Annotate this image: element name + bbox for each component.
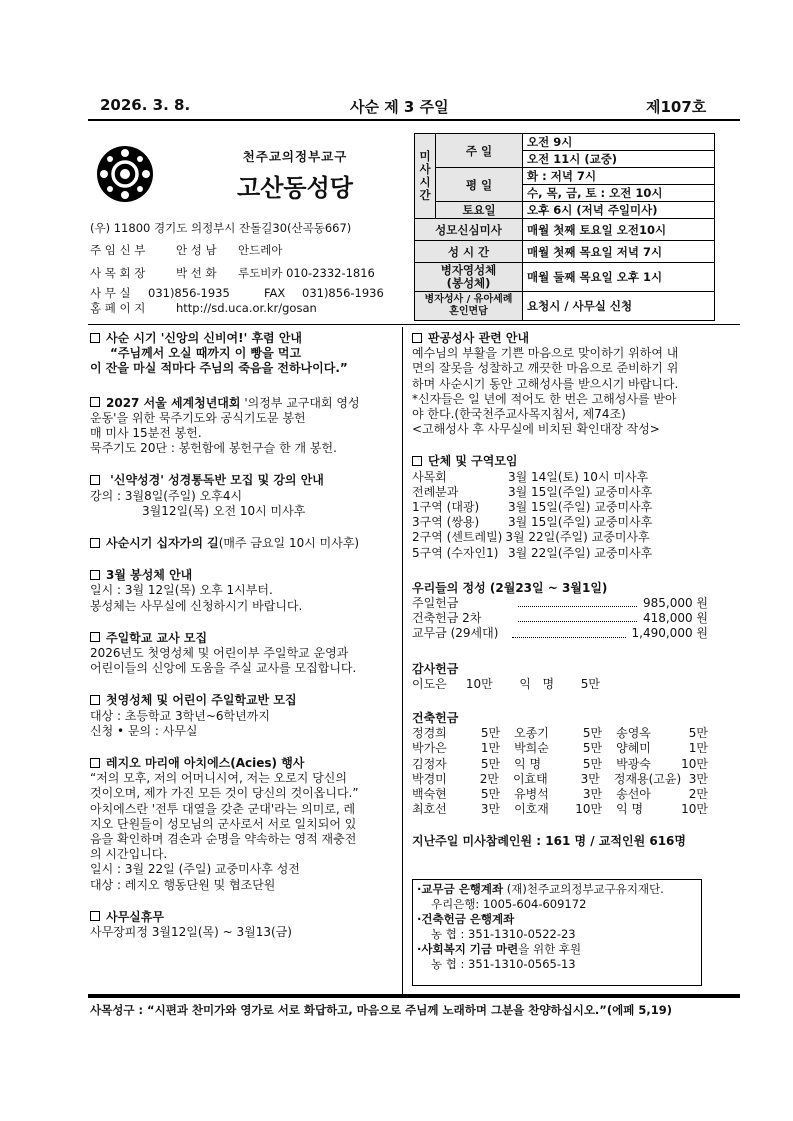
table-row bbox=[412, 726, 708, 741]
checkbox-icon bbox=[90, 538, 100, 548]
table-cell: 유병석 bbox=[514, 787, 549, 802]
table-cell: 10만 bbox=[575, 802, 603, 817]
table-cell: 이호재 bbox=[514, 802, 549, 817]
office-line: 사 무 실 031)856-1935 FAX 031)856-1936 bbox=[90, 286, 384, 300]
checkbox-icon bbox=[90, 397, 100, 407]
table-cell: 박희순 bbox=[514, 741, 549, 756]
table-cell: 양혜미 bbox=[616, 741, 651, 756]
table-cell: 최호선 bbox=[412, 802, 447, 817]
list-item: 2구역 (센트레빌) 3월 22일(주일) 교중미사후 bbox=[412, 530, 650, 545]
table-cell: 김정자 bbox=[412, 756, 447, 771]
bank-account-3: 농 협 : 351-1310-0565-13 bbox=[431, 957, 576, 971]
checkbox-icon bbox=[90, 333, 100, 343]
issue-date: 2026. 3. 8. bbox=[100, 96, 191, 114]
table-cell: 2만 bbox=[479, 771, 499, 786]
group-meetings-list bbox=[412, 470, 708, 561]
council-line: 사 목 회 장 박 선 화 루도비카 010-2332-1816 bbox=[90, 266, 375, 280]
table-cell: 정경희 bbox=[412, 726, 447, 741]
checkbox-icon bbox=[90, 475, 100, 485]
sunday-mass-2: 오전 11시 (교중) bbox=[523, 151, 715, 168]
table-row bbox=[412, 787, 708, 802]
weekday-mass-1: 화 : 저녁 7시 bbox=[523, 168, 715, 185]
table-cell: 송영옥 bbox=[616, 726, 651, 741]
right-column: 판공성사 관련 안내 예수님의 부활을 기쁜 마음으로 맞이하기 위하여 내 면의 잘못을 성찰하고 깨끗한 마음으로 준비하기 위 하며 사순시기 동안 고해성사를 받으시기 바랍니다. *신자들은 일 년에 적어도 한 번은 고해성사를 받아 야 한다.(한국천주교사목지침서, 제74조) <고해성사 후 사무실에 비치된 확인대장 작성> 단체 및 구역모임 사목회 3월 14일(토) 10시 미사후 전례분과 3월 15일(주일) 교중미사후 1구역 (대광) 3월 15일(주일) 교중미사후 3구역 (쌍용) 3월 15일(주일) 교중미사후 2구역 (센트레빌) 3월 22일(주일) 교중미사후 5구역 (수자인1) 3월 22일(주일) 교중미사후 우리들의 정성 (2월23일 ~ 3월1일) 주일헌금 985,000 원 건축헌금 2차 418,000 원 교무금 (29세대) 1,490,000 원 감사헌금 이도은 10만 익 명 5만 건축헌금 정경희 5만 오종기 5만 송영옥 5만 박가은 1만 박희순 5만 양혜미 1만 김정자 5만 익 명 5만 박광숙 10만 박경미 2만 이효태 3만 정재용(고윤) 3만 백숙현 5만 유병석 3만 송선아 2만 최호선 3만 이호재 10만 익 명 10만 지난주일 미사참례인원 : 161 명 / 교적인원 616명 bbox=[412, 331, 709, 849]
table-cell: 오종기 bbox=[514, 726, 549, 741]
table-cell: 1만 bbox=[688, 741, 709, 756]
weekday-mass-2: 수, 목, 금, 토 : 오전 10시 bbox=[523, 185, 715, 202]
list-item: 건축헌금 2차 418,000 원 bbox=[412, 611, 708, 626]
footer-divider bbox=[88, 994, 740, 998]
table-cell: 박경미 bbox=[412, 771, 447, 786]
checkbox-icon bbox=[90, 632, 100, 642]
mass-time-label: 미 사 시 간 bbox=[415, 134, 436, 219]
table-row bbox=[412, 772, 708, 787]
address: (우) 11800 경기도 의정부시 잔돌길30(산곡동667) bbox=[90, 221, 352, 235]
column-divider bbox=[402, 327, 403, 994]
checkbox-icon bbox=[90, 758, 100, 768]
checkbox-icon bbox=[412, 333, 422, 343]
table-row bbox=[412, 741, 708, 756]
list-item: 3구역 (쌍용) 3월 15일(주일) 교중미사후 bbox=[412, 515, 653, 530]
table-cell: 10만 bbox=[681, 756, 709, 771]
table-cell: 5만 bbox=[480, 756, 501, 771]
list-item: 주일헌금 985,000 원 bbox=[412, 596, 708, 611]
table-cell: 3만 bbox=[480, 802, 501, 817]
diocese-name: 천주교의정부교구 bbox=[242, 149, 348, 164]
bank-account-2: 농 협 : 351-1310-0522-23 bbox=[431, 927, 576, 941]
liturgical-day: 사순 제 3 주일 bbox=[350, 98, 449, 116]
list-item: 교무금 (29세대) 1,490,000 원 bbox=[412, 626, 708, 641]
table-cell: 5만 bbox=[582, 756, 603, 771]
parish-name: 고산동성당 bbox=[237, 174, 353, 202]
table-cell: 3만 bbox=[580, 771, 600, 786]
table-cell: 10만 bbox=[681, 802, 709, 817]
table-cell: 박광숙 bbox=[616, 756, 651, 771]
checkbox-icon bbox=[90, 570, 100, 580]
holy-hour: 매월 첫째 목요일 저녁 7시 bbox=[523, 241, 715, 263]
pastor-line: 주 임 신 부 안 성 남 안드레아 bbox=[90, 243, 283, 257]
list-item: 사목회 3월 14일(토) 10시 미사후 bbox=[412, 469, 649, 484]
table-cell: 5만 bbox=[480, 787, 501, 802]
table-cell: 3만 bbox=[688, 771, 708, 786]
heart-mass: 매월 첫째 토요일 오전10시 bbox=[523, 219, 715, 241]
table-cell: 2만 bbox=[688, 787, 709, 802]
issue-number: 제107호 bbox=[646, 98, 707, 116]
saturday-mass: 오후 6시 (저녁 주일미사) bbox=[523, 202, 715, 219]
left-column: 사순 시기 '신앙의 신비여!' 후렴 안내 “주님께서 오실 때까지 이 빵을 먹고 이 잔을 마실 적마다 주님의 죽음을 전하나이다.” 2027 서울 세계청년대회 '의정부 교구대회 영성 운동'을 위한 묵주기도와 공식기도문 봉헌 매 미사 15분전 봉헌. 묵주기도 20단 : 봉헌함에 봉헌구슬 한 개 봉헌. '신약성경' 성경통독반 모집 및 강의 안내 강의 : 3월8일(주일) 오후4시 3월12일(목) 오전 10시 미사후 사순시기 십자가의 길(매주 금요일 10시 미사후) 3월 봉성체 안내 일시 : 3월 12일(목) 오후 1시부터. 봉성체는 사무실에 신청하시기 바랍니다. 주일학교 교사 모집 2026년도 첫영성체 및 어린이부 주일학교 운영과 어린이들의 신앙에 도움을 주실 교사를 모집합니다. 첫영성체 및 어린이 주일학교반 모집 대상 : 초등학교 3학년~6학년까지 신청 • 문의 : 사무실 레지오 마리애 아치에스(Acies) 행사 “저의 모후, 저의 어머니시여, 저는 오로지 당신의 것이오며, 제가 가진 모든 것이 당신의 것이옵니다.” 아치에스란 '전투 대열을 갖춘 군대'라는 의미로, 레 지오 단원들이 성모님의 군사로서 서로 일치되어 있 음을 확인하며 겸손과 순명을 약속하는 영적 재충전 의 시간입니다. 일시 : 3월 22일 (주일) 교중미사후 성전 대상 : 레지오 행동단원 및 협조단원 사무실휴무 사무장피정 3월12일(목) ~ 3월13(금) bbox=[90, 331, 360, 940]
table-cell: 정재용(고윤) bbox=[613, 771, 682, 786]
list-item: 5구역 (수자인1) 3월 22일(주일) 교중미사후 bbox=[412, 545, 653, 560]
table-cell: 5만 bbox=[688, 726, 709, 741]
table-cell: 송선아 bbox=[616, 787, 651, 802]
table-cell: 익 명 bbox=[616, 802, 644, 817]
offering-list bbox=[412, 596, 708, 642]
checkbox-icon bbox=[412, 456, 422, 466]
mass-schedule-table: 미 사 시 간 주 일 오전 9시 오전 11시 (교중) 평 일 화 : 저녁 7시 수, 목, 금, 토 : 오전 10시 토요일 오후 6시 (저녁 주일미사) 성모신심미사 매월 첫째 토요일 오전10시 성 시 간 매월 첫째 목요일 저녁 7시 병자영성체 (봉성체) 매월 둘째 목요일 오후 1시 병자성사 / 유아세례 혼인면담 요청시 / 사무실 신청 bbox=[414, 133, 715, 321]
table-cell: 1만 bbox=[480, 741, 501, 756]
header-divider bbox=[88, 119, 740, 121]
list-item: 1구역 (대광) 3월 15일(주일) 교중미사후 bbox=[412, 500, 653, 515]
cross-circle-logo-icon bbox=[96, 145, 154, 203]
list-item: 전례분과 3월 15일(주일) 교중미사후 bbox=[412, 484, 653, 499]
bank-accounts-box: ·교무금 은행계좌 (재)천주교의정부교구유지재단. 우리은행: 1005-604-609172 ·건축헌금 은행계좌 농 협 : 351-1310-0522-23 ·사회복지 기금 마련을 위한 후원 농 협 : 351-1310-0565-13 bbox=[412, 879, 702, 986]
bank-account-1: 우리은행: 1005-604-609172 bbox=[431, 897, 587, 911]
sick-communion: 매월 둘째 목요일 오후 1시 bbox=[523, 263, 715, 292]
attendance: 지난주일 미사참례인원 : 161 명 / 교적인원 616명 bbox=[412, 834, 686, 849]
homepage-link[interactable]: http://sd.uca.or.kr/gosan bbox=[176, 301, 317, 315]
section-divider bbox=[88, 324, 740, 325]
table-cell: 이효태 bbox=[512, 771, 548, 786]
table-cell: 백숙현 bbox=[412, 787, 447, 802]
table-cell: 5만 bbox=[582, 726, 603, 741]
table-cell: 박가은 bbox=[412, 741, 447, 756]
sick-anointing: 요청시 / 사무실 신청 bbox=[523, 292, 715, 321]
homepage-line: 홈 페 이 지 http://sd.uca.or.kr/gosan bbox=[90, 301, 317, 315]
table-cell: 3만 bbox=[582, 787, 603, 802]
pastoral-verse: 사목성구 : “시편과 찬미가와 영가로 서로 화답하고, 마음으로 주님께 노래하며 그분을 찬양하십시오.”(에페 5,19) bbox=[90, 1003, 672, 1017]
table-row bbox=[412, 757, 708, 772]
checkbox-icon bbox=[90, 695, 100, 705]
building-donation-table bbox=[412, 726, 708, 817]
table-row bbox=[412, 802, 708, 817]
table-cell: 5만 bbox=[582, 741, 603, 756]
checkbox-icon bbox=[90, 911, 100, 921]
table-cell: 익 명 bbox=[514, 756, 542, 771]
sunday-mass-1: 오전 9시 bbox=[523, 134, 715, 151]
table-cell: 5만 bbox=[480, 726, 501, 741]
